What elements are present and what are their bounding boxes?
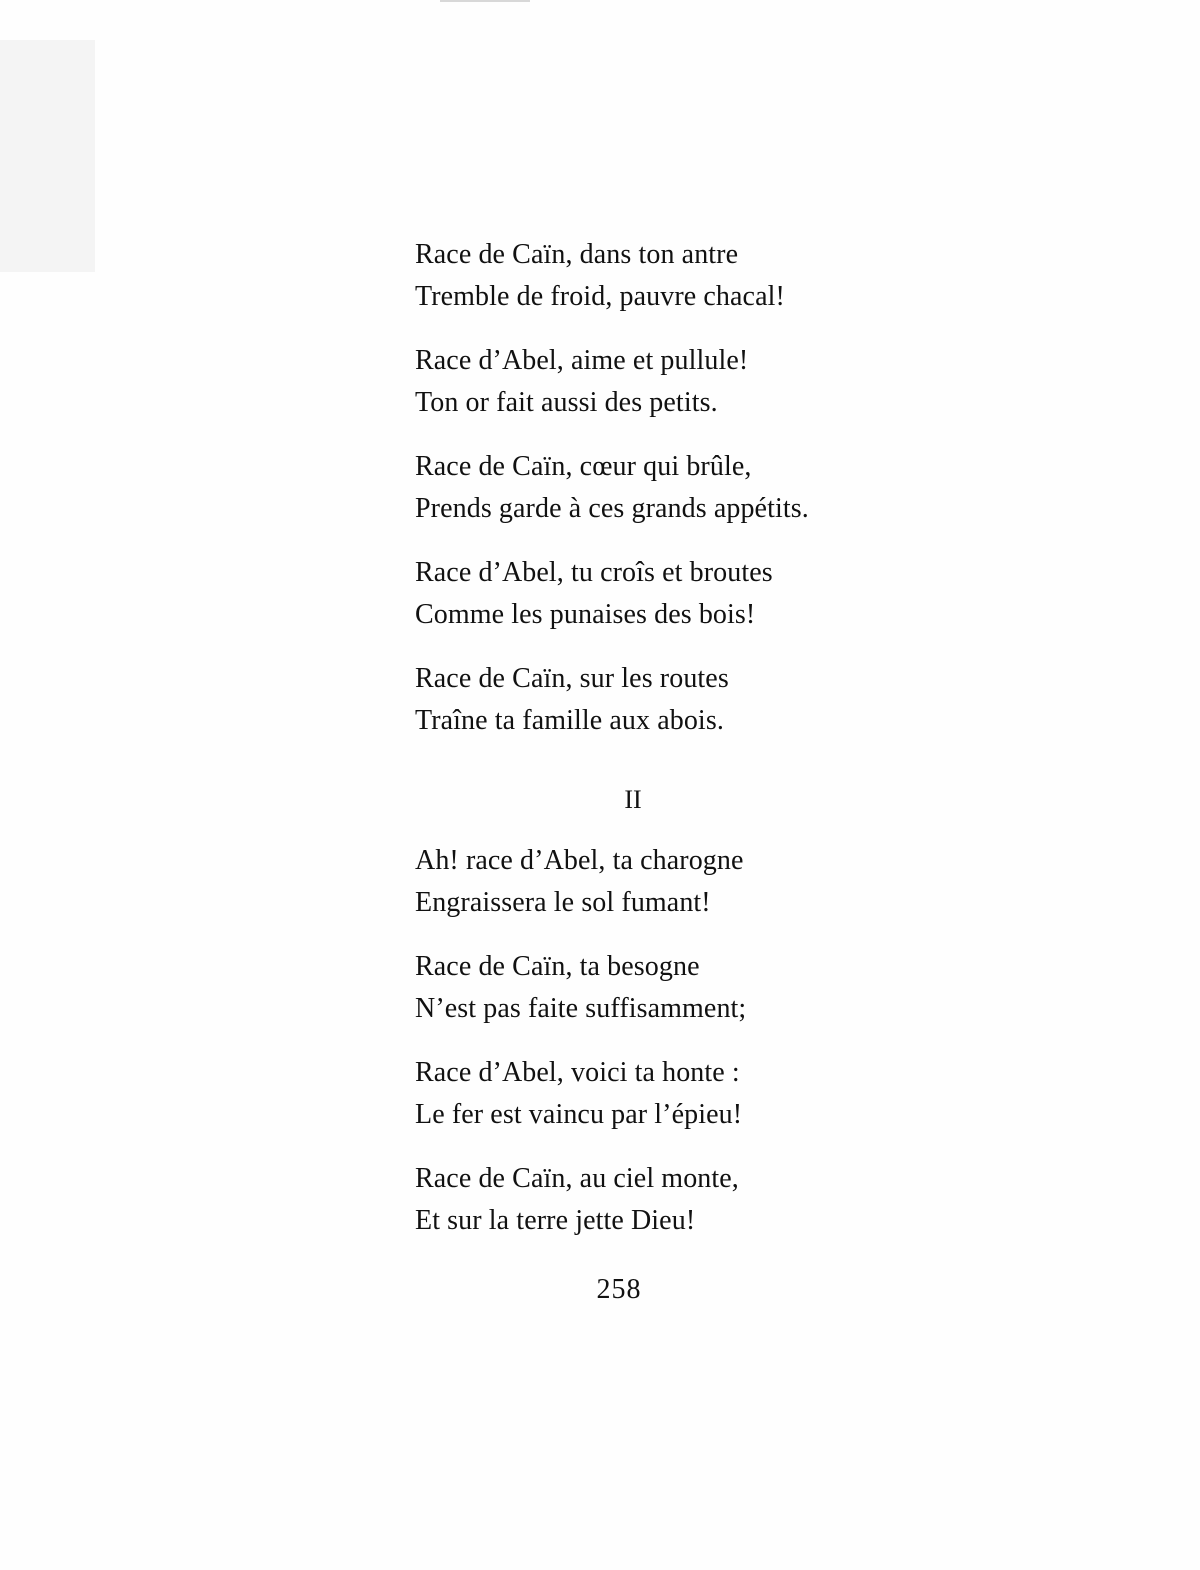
verse-line: Comme les punaises des bois! — [415, 599, 756, 630]
poem-part-two — [415, 840, 935, 1264]
verse-line: Race d’Abel, tu croîs et broutes — [415, 557, 773, 588]
verse-line: Traîne ta famille aux abois. — [415, 705, 724, 736]
stanza — [415, 552, 935, 636]
verse-line: Le fer est vaincu par l’épieu! — [415, 1099, 743, 1130]
verse-line: Race d’Abel, aime et pullule! — [415, 345, 749, 376]
verse-line: Ah! race d’Abel, ta charogne — [415, 845, 744, 876]
stanza — [415, 1052, 935, 1136]
poem-part-one — [415, 234, 935, 764]
verse-line: Race de Caïn, cœur qui brûle, — [415, 451, 752, 482]
stanza — [415, 1158, 935, 1242]
verse-line: Race de Caïn, au ciel monte, — [415, 1163, 739, 1194]
verse-line: Engraissera le sol fumant! — [415, 887, 711, 918]
stanza — [415, 340, 935, 424]
verse-line: Et sur la terre jette Dieu! — [415, 1205, 696, 1236]
section-heading: II — [624, 785, 642, 814]
stanza — [415, 840, 935, 924]
page-number: 258 — [596, 1274, 642, 1305]
verse-line: Tremble de froid, pauvre chacal! — [415, 281, 785, 312]
stanza — [415, 946, 935, 1030]
verse-line: N’est pas faite suffisamment; — [415, 993, 747, 1024]
verse-line: Prends garde à ces grands appétits. — [415, 493, 809, 524]
verse-line: Race de Caïn, sur les routes — [415, 663, 729, 694]
scan-top-mark — [440, 0, 530, 2]
verse-line: Race d’Abel, voici ta honte : — [415, 1057, 740, 1088]
verse-line: Race de Caïn, dans ton antre — [415, 239, 739, 270]
stanza — [415, 234, 935, 318]
verse-line: Ton or fait aussi des petits. — [415, 387, 718, 418]
stanza — [415, 658, 935, 742]
verse-line: Race de Caïn, ta besogne — [415, 951, 700, 982]
scan-edge-shadow — [0, 40, 95, 272]
stanza — [415, 446, 935, 530]
